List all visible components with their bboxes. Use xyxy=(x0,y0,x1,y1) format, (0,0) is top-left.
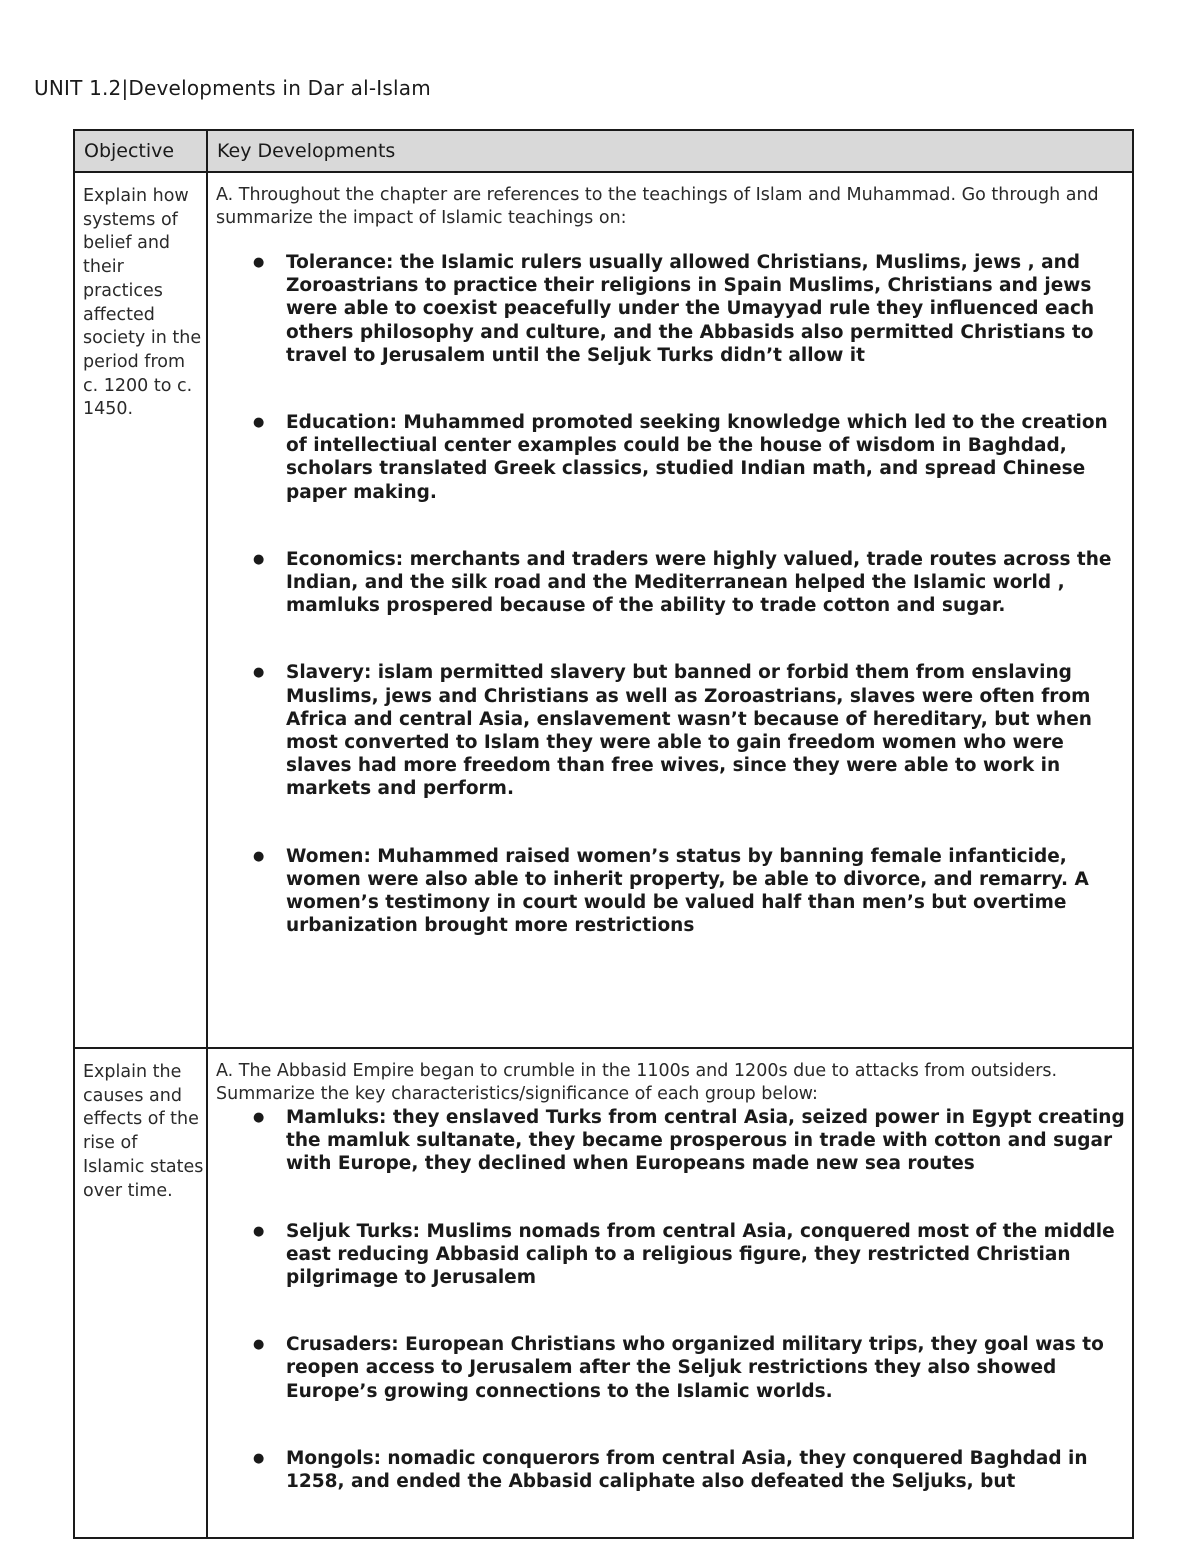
list-item xyxy=(216,251,1128,367)
list-item xyxy=(216,1220,1128,1290)
header-key-developments: Key Developments xyxy=(207,130,1133,172)
item-text: Mamluks: they enslaved Turks from central Asia, seized power in Egypt creating the mamluk sultanate, they became prosperous in trade with cotton and sugar with Europe, they declined when Europeans made new sea routes xyxy=(286,1107,1125,1175)
item-text: Economics: merchants and traders were highly valued, trade routes across the Indian, and the silk road and the Mediterranean helped the Islamic world , mamluks prospered because of the ability to trade cotton and sugar. xyxy=(286,548,1112,617)
objectives-table xyxy=(73,129,1134,1539)
objective-cell: Explain how systems of belief and their practices affected society in the period from c. 1200 to c. 1450. xyxy=(74,172,207,1048)
key-developments-cell xyxy=(207,172,1133,1048)
item-text: Tolerance: the Islamic rulers usually allowed Christians, Muslims, jews , and Zoroastrians to practice their religions in Spain Muslims, Christians and jews were able to coexist peacefully under the Umayyad rule they influenced each others philosophy and culture, and the Abbasids also permitted Christians to travel to Jerusalem until the Seljuk Turks didn’t allow it xyxy=(286,252,1095,366)
table-header-row xyxy=(74,130,1133,172)
item-text: Education: Muhammed promoted seeking knowledge which led to the creation of intellectiual center examples could be the house of wisdom in Baghdad, scholars translated Greek classics, studied Indian math, and spread Chinese paper making. xyxy=(286,412,1108,503)
prompt-text: A. Throughout the chapter are references to the teachings of Islam and Muhammad. Go through and summarize the impact of Islamic teachings on: xyxy=(216,185,1099,228)
bullet-icon: ● xyxy=(253,1110,265,1125)
list-item xyxy=(216,1106,1128,1176)
list-item xyxy=(216,548,1128,618)
bullet-icon: ● xyxy=(253,255,265,270)
table-row xyxy=(74,172,1133,1048)
item-text: Seljuk Turks: Muslims nomads from central Asia, conquered most of the middle east reducing Abbasid caliph to a religious figure, they restricted Christian pilgrimage to Jerusalem xyxy=(286,1220,1115,1289)
prompt-text: A. The Abbasid Empire began to crumble in the 1100s and 1200s due to attacks from outsiders. Summarize the key characteristics/significance of each group below: xyxy=(216,1061,1058,1104)
bullet-icon: ● xyxy=(253,415,265,431)
response-list xyxy=(216,1106,1128,1493)
response-list xyxy=(216,251,1128,937)
table-row xyxy=(74,1048,1133,1538)
list-item xyxy=(216,411,1128,504)
item-text: Mongols: nomadic conquerors from central Asia, they conquered Baghdad in 1258, and ended the Abbasid caliphate also defeated the Seljuks, but xyxy=(286,1447,1088,1493)
list-item xyxy=(216,1333,1128,1403)
bullet-icon: ● xyxy=(253,551,265,567)
item-text: Slavery: islam permitted slavery but banned or forbid them from enslaving Muslims, jews and Christians as well as Zoroastrians, slaves were often from Africa and central Asia, enslavement wasn’t because of hereditary, but when most converted to Islam they were able to gain freedom women who were slaves had more freedom than free wives, since they were able to work in markets and perform. xyxy=(286,662,1092,800)
item-text: Women: Muhammed raised women’s status by banning female infanticide, women were also able to inherit property, be able to divorce, and remarry. A women’s testimony in court would be valued half than men’s but overtime urbanization brought more restrictions xyxy=(286,845,1089,937)
objective-cell: Explain the causes and effects of the rise of Islamic states over time. xyxy=(74,1048,207,1538)
list-item xyxy=(216,845,1128,938)
bullet-icon: ● xyxy=(253,1223,265,1239)
page-title: UNIT 1.2|Developments in Dar al-Islam xyxy=(34,76,431,100)
bullet-icon: ● xyxy=(253,665,265,681)
bullet-icon: ● xyxy=(253,1450,265,1466)
item-text: Crusaders: European Christians who organized military trips, they goal was to reopen access to Jerusalem after the Seljuk restrictions they also showed Europe’s growing connections to the Islamic worlds. xyxy=(286,1334,1104,1402)
bullet-icon: ● xyxy=(253,1337,265,1353)
bullet-icon: ● xyxy=(253,848,265,864)
list-item xyxy=(216,1447,1128,1493)
list-item xyxy=(216,661,1128,800)
header-objective: Objective xyxy=(74,130,207,172)
key-developments-cell xyxy=(207,1048,1133,1538)
